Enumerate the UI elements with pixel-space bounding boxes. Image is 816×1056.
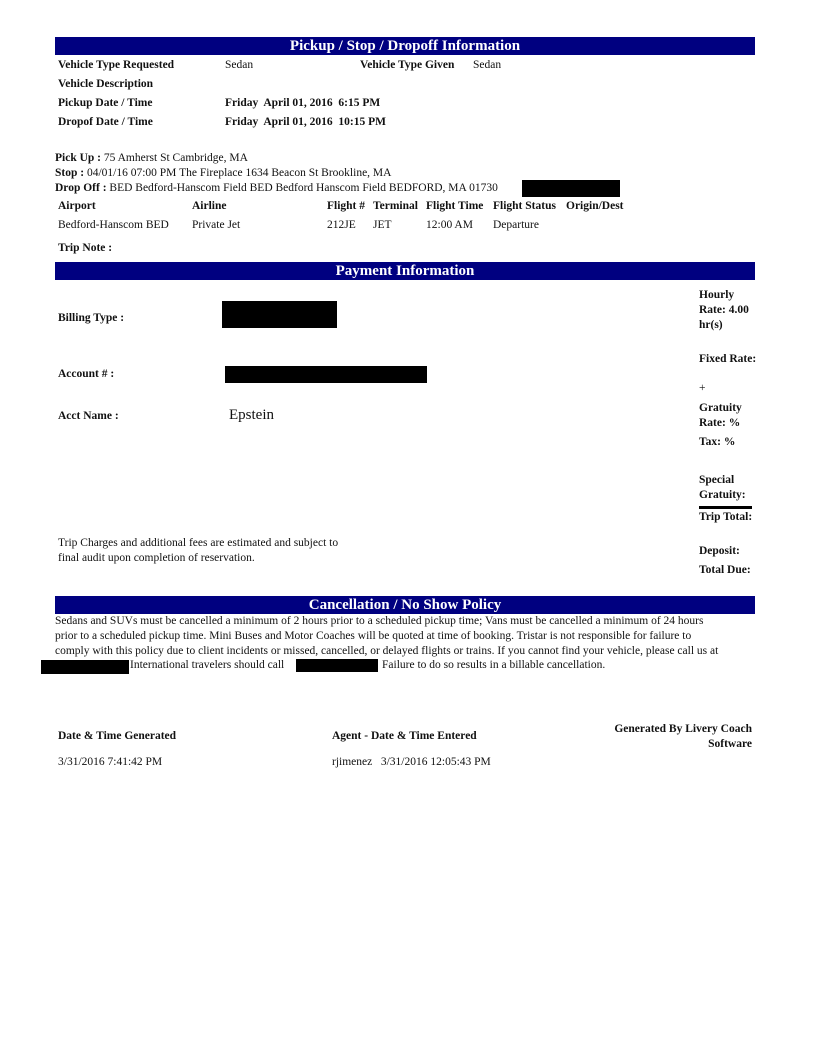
col-header-airline: Airline xyxy=(192,200,227,212)
flight-cell-terminal: JET xyxy=(373,219,392,231)
flight-cell-flight-time: 12:00 AM xyxy=(426,219,473,231)
agent-label: Agent - Date & Time Entered xyxy=(332,730,477,742)
cancellation-section-header: Cancellation / No Show Policy xyxy=(55,596,755,614)
account-number-redaction xyxy=(225,366,427,383)
col-header-origin-dest: Origin/Dest xyxy=(566,200,624,212)
col-header-airport: Airport xyxy=(58,200,96,212)
col-header-flight-number: Flight # xyxy=(327,200,366,212)
tax-rate: Tax: % xyxy=(699,436,736,448)
stop-address xyxy=(55,167,391,179)
hourly-rate: Hourly Rate: 4.00 hr(s) xyxy=(699,289,749,331)
pick-up-value: 75 Amherst St Cambridge, MA xyxy=(103,152,248,164)
drop-off-value: BED Bedford-Hanscom Field BED Bedford Hanscom Field BEDFORD, MA 01730 xyxy=(109,182,498,194)
policy-line-4a: International travelers should call xyxy=(130,659,285,671)
phone-redaction xyxy=(41,660,129,674)
pickup-datetime-label: Pickup Date / Time xyxy=(58,97,153,109)
payment-section-header: Payment Information xyxy=(55,262,755,280)
software-label: Generated By Livery Coach Software xyxy=(614,723,752,750)
generated-label: Date & Time Generated xyxy=(58,730,177,742)
account-number-label: Account # : xyxy=(58,368,115,380)
policy-line-3: comply with this policy due to client incidents or missed, cancelled, or delayed flights or trains. If you cannot find your vehicle, please call us at xyxy=(55,645,719,657)
vehicle-type-given-label: Vehicle Type Given xyxy=(360,59,455,71)
fixed-rate-plus: + xyxy=(699,382,706,394)
redaction-box xyxy=(522,180,620,197)
billing-type-label: Billing Type : xyxy=(58,312,125,324)
vehicle-description-label: Vehicle Description xyxy=(58,78,154,90)
stop-label: Stop : xyxy=(55,167,85,179)
fixed-rate: Fixed Rate: xyxy=(699,353,757,365)
acct-name-value: Epstein xyxy=(229,407,274,423)
dropoff-datetime-value: Friday April 01, 2016 10:15 PM xyxy=(225,116,386,128)
pick-up-label: Pick Up : xyxy=(55,152,101,164)
drop-off-label: Drop Off : xyxy=(55,182,107,194)
total-divider xyxy=(699,506,752,509)
flight-cell-airline: Private Jet xyxy=(192,219,241,231)
col-header-terminal: Terminal xyxy=(373,200,418,212)
policy-line-2: prior to a scheduled pickup time. Mini Buses and Motor Coaches will be quoted at time of booking. Tristar is not responsible for failure to xyxy=(55,630,692,642)
drop-off-address xyxy=(55,182,498,194)
vehicle-type-requested-value: Sedan xyxy=(225,59,254,71)
vehicle-type-given-value: Sedan xyxy=(473,59,502,71)
gratuity-rate: Gratuity Rate: % xyxy=(699,402,742,429)
vehicle-type-requested-label: Vehicle Type Requested xyxy=(58,59,175,71)
generated-value: 3/31/2016 7:41:42 PM xyxy=(58,756,163,768)
stop-value: 04/01/16 07:00 PM The Fireplace 1634 Beacon St Brookline, MA xyxy=(86,167,392,179)
trip-note-label: Trip Note : xyxy=(58,242,113,254)
pickup-section-header: Pickup / Stop / Dropoff Information xyxy=(55,37,755,55)
total-due: Total Due: xyxy=(699,564,751,576)
dropoff-datetime-label: Dropof Date / Time xyxy=(58,116,153,128)
special-gratuity: Special Gratuity: xyxy=(699,474,746,501)
flight-cell-airport: Bedford-Hanscom BED xyxy=(58,219,169,231)
intl-phone-redaction xyxy=(296,659,378,672)
col-header-flight-time: Flight Time xyxy=(426,200,484,212)
pick-up-address xyxy=(55,152,248,164)
policy-line-1: Sedans and SUVs must be cancelled a minimum of 2 hours prior to a scheduled pickup time; Vans must be cancelled a minimum of 24 hours xyxy=(55,615,704,627)
policy-line-4b: Failure to do so results in a billable cancellation. xyxy=(382,659,606,671)
estimate-note: Trip Charges and additional fees are estimated and subject to final audit upon completion of reservation. xyxy=(58,537,339,564)
pickup-datetime-value: Friday April 01, 2016 6:15 PM xyxy=(225,97,381,109)
flight-cell-flight-status: Departure xyxy=(493,219,539,231)
trip-total: Trip Total: xyxy=(699,511,753,523)
col-header-flight-status: Flight Status xyxy=(493,200,556,212)
agent-value: rjimenez 3/31/2016 12:05:43 PM xyxy=(332,756,491,768)
flight-cell-flight-number: 212JE xyxy=(327,219,356,231)
deposit: Deposit: xyxy=(699,545,740,557)
acct-name-label: Acct Name : xyxy=(58,410,119,422)
billing-type-redaction xyxy=(222,301,337,328)
